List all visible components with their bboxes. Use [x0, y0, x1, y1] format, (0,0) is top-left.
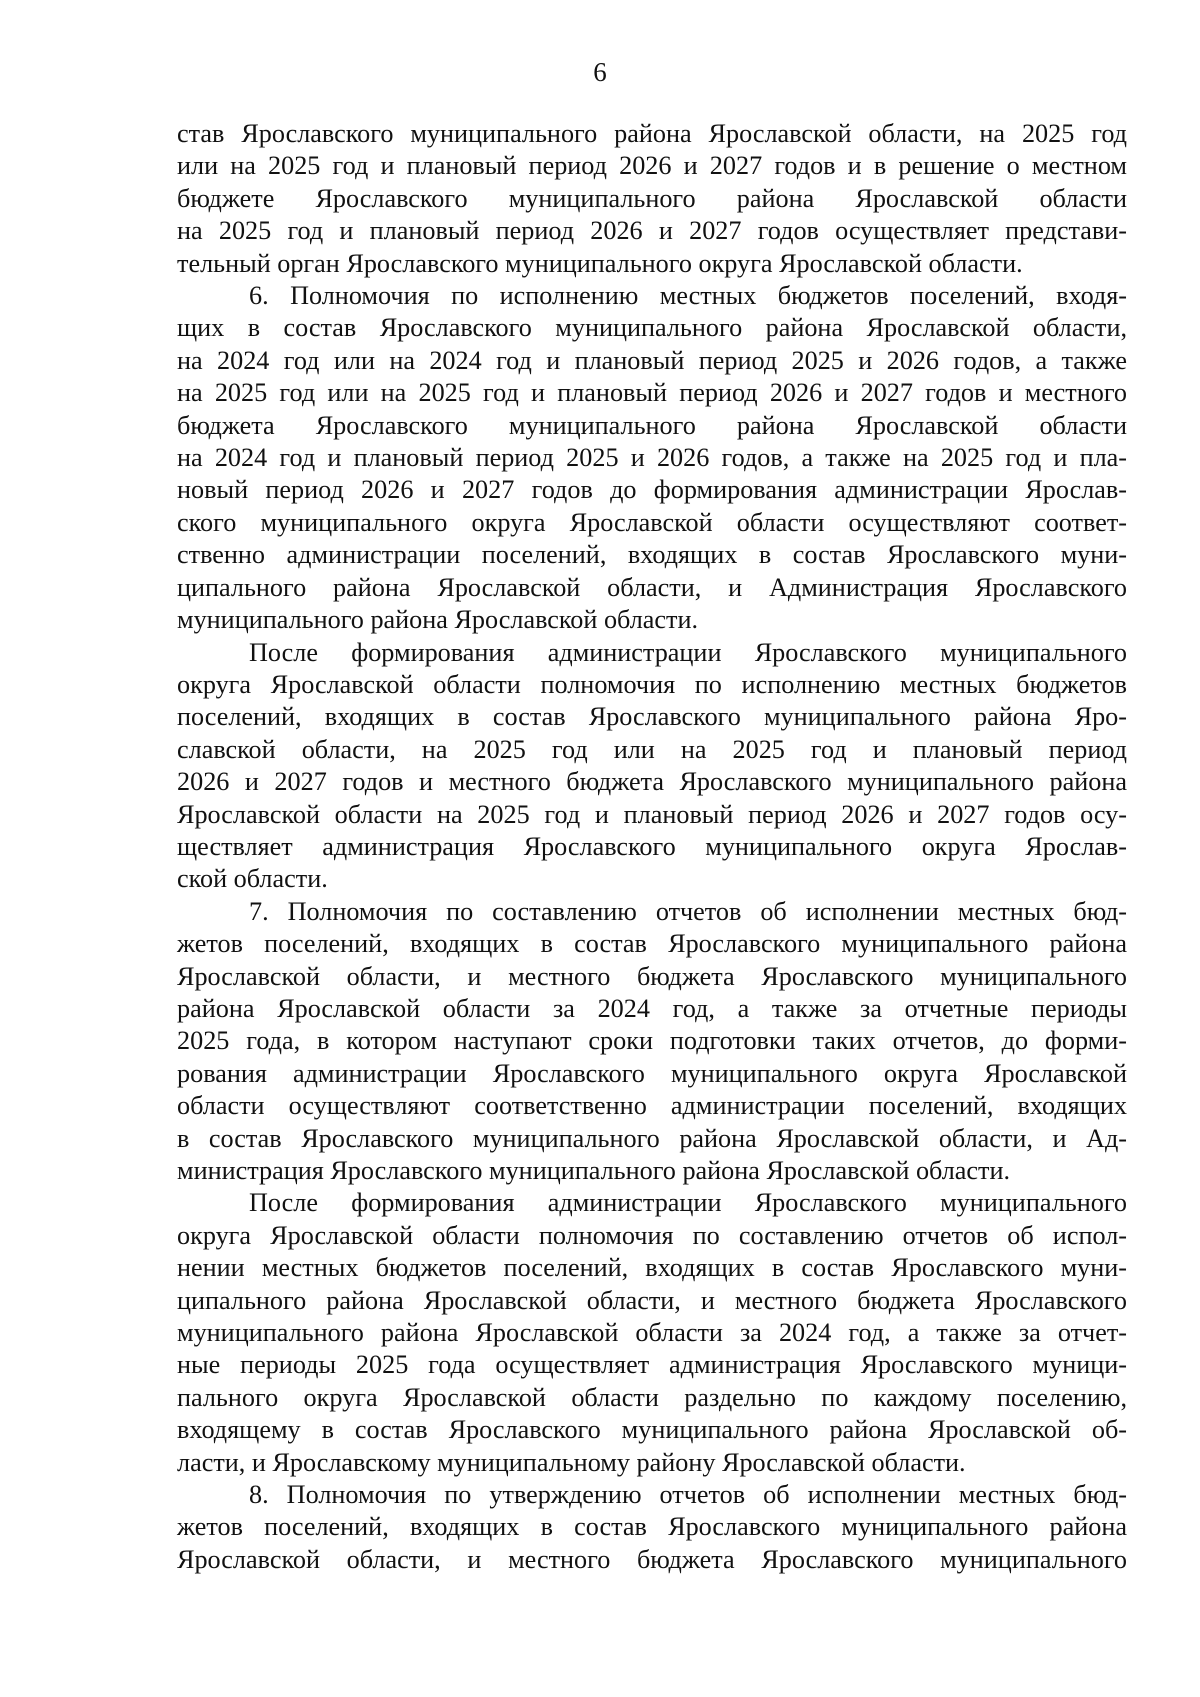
text-line: Ярославской области, и местного бюджета Ярославского муниципального	[177, 1544, 1127, 1574]
text-line: района Ярославской области за 2024 год, а также за отчетные периоды	[177, 993, 1127, 1023]
text-line: 6. Полномочия по исполнению местных бюджетов поселений, входя-	[249, 281, 1127, 311]
text-line: ществляет администрация Ярославского муниципального округа Ярослав-	[177, 831, 1127, 861]
text-line: Ярославской области на 2025 год и плановый период 2026 и 2027 годов осу-	[177, 799, 1127, 829]
text-line: нении местных бюджетов поселений, входящих в состав Ярославского муни-	[177, 1253, 1127, 1283]
text-line: 2026 и 2027 годов и местного бюджета Ярославского муниципального района	[177, 767, 1127, 797]
text-line: министрация Ярославского муниципального района Ярославской области.	[177, 1156, 1011, 1185]
text-line: на 2024 год или на 2024 год и плановый период 2025 и 2026 годов, а также	[177, 345, 1127, 375]
text-line: округа Ярославской области полномочия по исполнению местных бюджетов	[177, 669, 1127, 699]
text-line: ской области.	[177, 864, 328, 894]
text-line: После формирования администрации Ярославского муниципального	[249, 1188, 1127, 1218]
text-line: бюджете Ярославского муниципального района Ярославской области	[177, 183, 1127, 213]
text-line: ные периоды 2025 года осуществляет администрация Ярославского муници-	[177, 1350, 1127, 1380]
text-line: на 2025 год и плановый период 2026 и 2027 годов осуществляет представи-	[177, 216, 1127, 246]
text-line: ственно администрации поселений, входящих в состав Ярославского муни-	[177, 540, 1127, 570]
text-line: или на 2025 год и плановый период 2026 и 2027 годов и в решение о местном	[177, 151, 1127, 181]
text-line: щих в состав Ярославского муниципального района Ярославской области,	[177, 313, 1127, 343]
text-line: славской области, на 2025 год или на 2025 год и плановый период	[177, 734, 1127, 764]
document-body	[177, 118, 1127, 1576]
text-line: муниципального района Ярославской области за 2024 год, а также за отчет-	[177, 1318, 1127, 1348]
text-line: на 2024 год и плановый период 2025 и 2026 годов, а также на 2025 год и пла-	[177, 443, 1127, 473]
text-line: жетов поселений, входящих в состав Ярославского муниципального района	[177, 929, 1127, 959]
text-line: в состав Ярославского муниципального района Ярославской области, и Ад-	[177, 1123, 1127, 1153]
page-number: 6	[593, 57, 607, 87]
text-line: Ярославской области, и местного бюджета Ярославского муниципального	[177, 961, 1127, 991]
text-line: муниципального района Ярославской области.	[177, 605, 699, 635]
text-line: став Ярославского муниципального района Ярославской области, на 2025 год	[177, 119, 1127, 148]
text-line: 7. Полномочия по составлению отчетов об исполнении местных бюд-	[249, 896, 1127, 926]
text-line: новый период 2026 и 2027 годов до формирования администрации Ярослав-	[177, 475, 1127, 505]
text-line: тельный орган Ярославского муниципального округа Ярославской области.	[177, 248, 1023, 278]
text-line: поселений, входящих в состав Ярославского муниципального района Яро-	[177, 702, 1127, 732]
text-line: жетов поселений, входящих в состав Ярославского муниципального района	[177, 1512, 1127, 1542]
text-line: 8. Полномочия по утверждению отчетов об исполнении местных бюд-	[249, 1480, 1127, 1510]
text-line: ского муниципального округа Ярославской области осуществляют соответ-	[177, 507, 1127, 537]
text-line: ципального района Ярославской области, и Администрация Ярославского	[177, 572, 1127, 602]
text-line: ципального района Ярославской области, и местного бюджета Ярославского	[177, 1285, 1127, 1315]
text-line: пального округа Ярославской области раздельно по каждому поселению,	[177, 1382, 1127, 1412]
text-line: После формирования администрации Ярославского муниципального	[249, 637, 1127, 667]
text-line: округа Ярославской области полномочия по составлению отчетов об испол-	[177, 1220, 1127, 1250]
text-line: рования администрации Ярославского муниципального округа Ярославской	[177, 1058, 1127, 1088]
text-line: ласти, и Ярославскому муниципальному району Ярославской области.	[177, 1447, 966, 1477]
text-line: на 2025 год или на 2025 год и плановый период 2026 и 2027 годов и местного	[177, 378, 1127, 408]
text-line: области осуществляют соответственно администрации поселений, входящих	[177, 1091, 1127, 1121]
text-line: 2025 года, в котором наступают сроки подготовки таких отчетов, до форми-	[177, 1026, 1127, 1056]
text-line: бюджета Ярославского муниципального района Ярославской области	[177, 410, 1127, 440]
text-line: входящему в состав Ярославского муниципального района Ярославской об-	[177, 1415, 1127, 1445]
